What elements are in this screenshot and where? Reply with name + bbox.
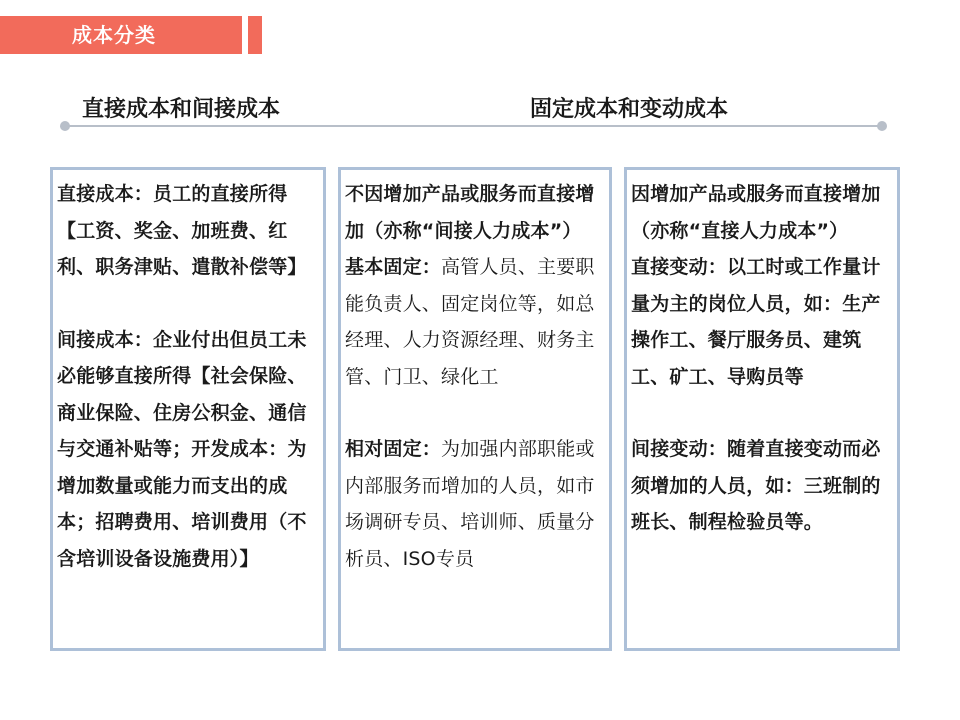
card-fixed-cost bbox=[338, 167, 612, 651]
heading-direct-indirect: 直接成本和间接成本 bbox=[82, 97, 281, 122]
card-direct-indirect-cost bbox=[50, 167, 326, 651]
indirect-cost-text: 间接成本：企业付出但员工未必能够直接所得【社会保险、商业保险、住房公积金、通信与交通补贴等；开发成本：为增加数量或能力而支出的成本；招聘费用、培训费用（不含培训设备设施费用）】 bbox=[57, 328, 307, 570]
banner-title: 成本分类 bbox=[72, 23, 156, 47]
relative-fixed-text bbox=[345, 431, 605, 577]
heading-fixed-variable: 固定成本和变动成本 bbox=[530, 97, 729, 122]
section-banner bbox=[0, 16, 242, 54]
indirect-variable-text: 间接变动：随着直接变动而必须增加的人员，如：三班制的班长、制程检验员等。 bbox=[631, 438, 881, 533]
fixed-cost-intro: 不因增加产品或服务而直接增加（亦称“间接人力成本”） bbox=[345, 183, 595, 242]
basic-fixed-text bbox=[345, 249, 605, 395]
divider-dot-left bbox=[60, 121, 70, 131]
divider-dot-right bbox=[877, 121, 887, 131]
basic-fixed-body: 高管人员、主要职能负责人、固定岗位等，如总经理、人力资源经理、财务主管、门卫、绿化工 bbox=[345, 256, 595, 388]
variable-cost-intro: 因增加产品或服务而直接增加（亦称“直接人力成本”） bbox=[631, 183, 881, 242]
relative-fixed-label: 相对固定： bbox=[345, 438, 442, 460]
divider-line bbox=[64, 125, 882, 127]
direct-cost-text: 直接成本：员工的直接所得【工资、奖金、加班费、红利、职务津贴、遣散补偿等】 bbox=[57, 183, 307, 278]
direct-variable-text: 直接变动：以工时或工作量计量为主的岗位人员，如：生产操作工、餐厅服务员、建筑工、矿工、导购员等 bbox=[631, 256, 881, 388]
relative-fixed-body: 为加强内部职能或内部服务而增加的人员，如市场调研专员、培训师、质量分析员、ISO专员 bbox=[345, 438, 595, 570]
basic-fixed-label: 基本固定： bbox=[345, 256, 442, 278]
card-variable-cost bbox=[624, 167, 900, 651]
banner-accent-tab bbox=[248, 16, 262, 54]
